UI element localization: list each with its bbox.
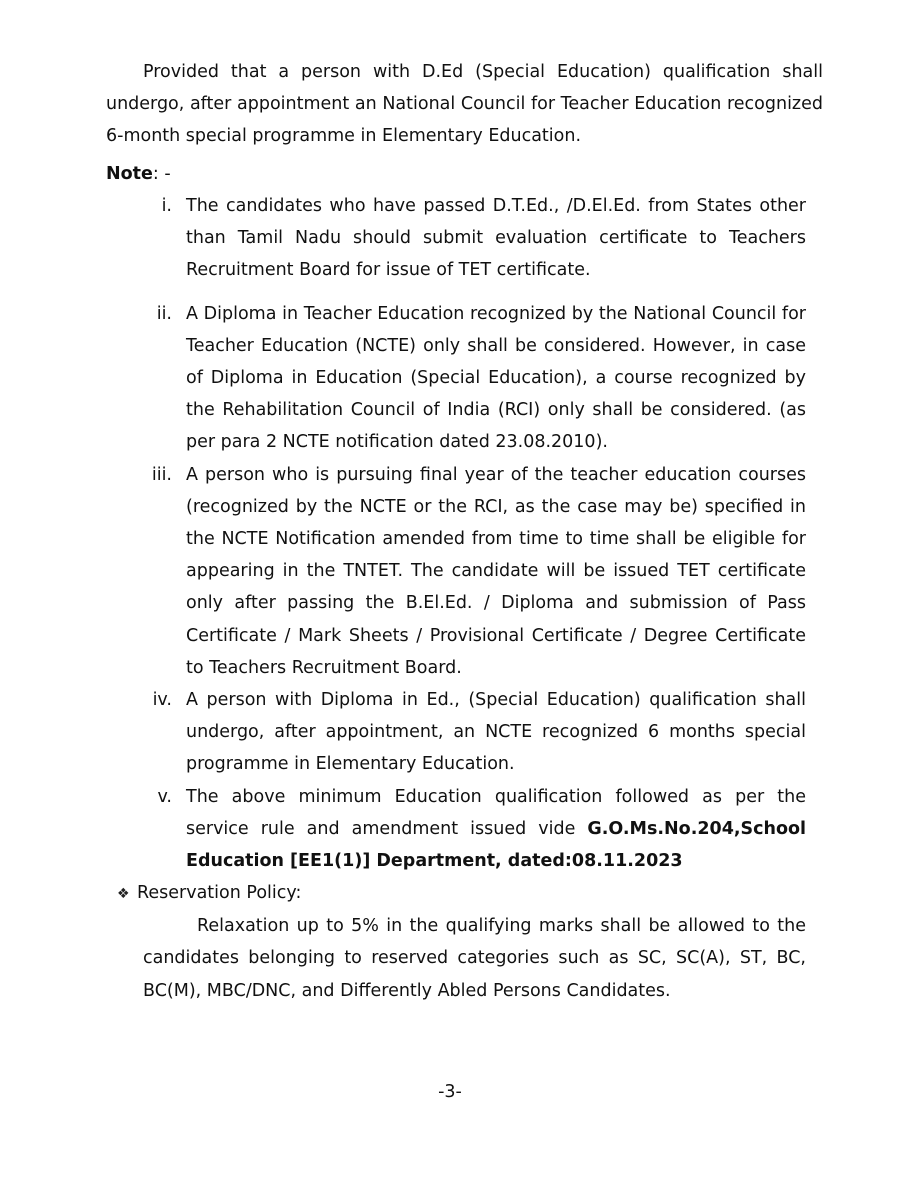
intro-paragraph: Provided that a person with D.Ed (Special Education) qualification shall undergo, after appointment an National Council for Teacher Education recognized 6-month special programme in Elementary Education. xyxy=(106,62,823,146)
list-item xyxy=(106,298,806,459)
list-item xyxy=(106,684,806,781)
reservation-heading-row xyxy=(117,879,301,908)
notes-list xyxy=(106,190,806,877)
list-item-number: iii. xyxy=(151,464,172,485)
list-item xyxy=(106,190,806,287)
reservation-heading: Reservation Policy: xyxy=(137,883,302,903)
list-item-text xyxy=(186,781,806,878)
list-item-number: v. xyxy=(157,786,172,807)
diamond-bullet-icon: ❖ xyxy=(117,886,130,902)
note-label: Note xyxy=(106,164,153,184)
list-item-text: The candidates who have passed D.T.Ed., /D.El.Ed. from States other than Tamil Nadu should submit evaluation certificate to Teachers Recruitment Board for issue of TET certificate. xyxy=(186,196,806,281)
page-number: -3- xyxy=(438,1082,462,1102)
list-item-text: A Diploma in Teacher Education recognized by the National Council for Teacher Education (NCTE) only shall be considered. However, in case of Diploma in Education (Special Education), a course recognized by the Rehabilitation Council of India (RCI) only shall be considered. (as per para 2 NCTE notification dated 23.08.2010). xyxy=(186,303,806,453)
list-item-text: A person with Diploma in Ed., (Special Education) qualification shall undergo, after appointment, an NCTE recognized 6 months special programme in Elementary Education. xyxy=(186,690,806,775)
reservation-paragraph: Relaxation up to 5% in the qualifying marks shall be allowed to the candidates belonging to reserved categories such as SC, SC(A), ST, BC, BC(M), MBC/DNC, and Differently Abled Persons Candidates. xyxy=(143,916,806,1001)
list-item-text-plain: The above minimum Education qualification followed as per the service rule and amendment issued vide xyxy=(186,786,806,839)
list-item xyxy=(106,781,806,878)
list-item-number: iv. xyxy=(152,690,172,711)
go-reference: G.O.Ms.No.204,School Education [EE1(1)] Department, dated:08.11.2023 xyxy=(186,818,806,872)
note-suffix: : - xyxy=(152,164,171,184)
list-item-number: i. xyxy=(161,196,172,216)
list-item-number: ii. xyxy=(156,303,172,324)
list-item-text: A person who is pursuing final year of the teacher education courses (recognized by the NCTE or the RCI, as the case may be) specified in the NCTE Notification amended from time to time shall be eligible for appearing in the TNTET. The candidate will be issued TET certificate only after passing the B.El.Ed. / Diploma and submission of Pass Certificate / Mark Sheets / Provisional Certificate / Degree Certificate to Teachers Recruitment Board. xyxy=(186,464,806,678)
note-heading xyxy=(106,161,171,187)
list-item xyxy=(106,459,806,684)
